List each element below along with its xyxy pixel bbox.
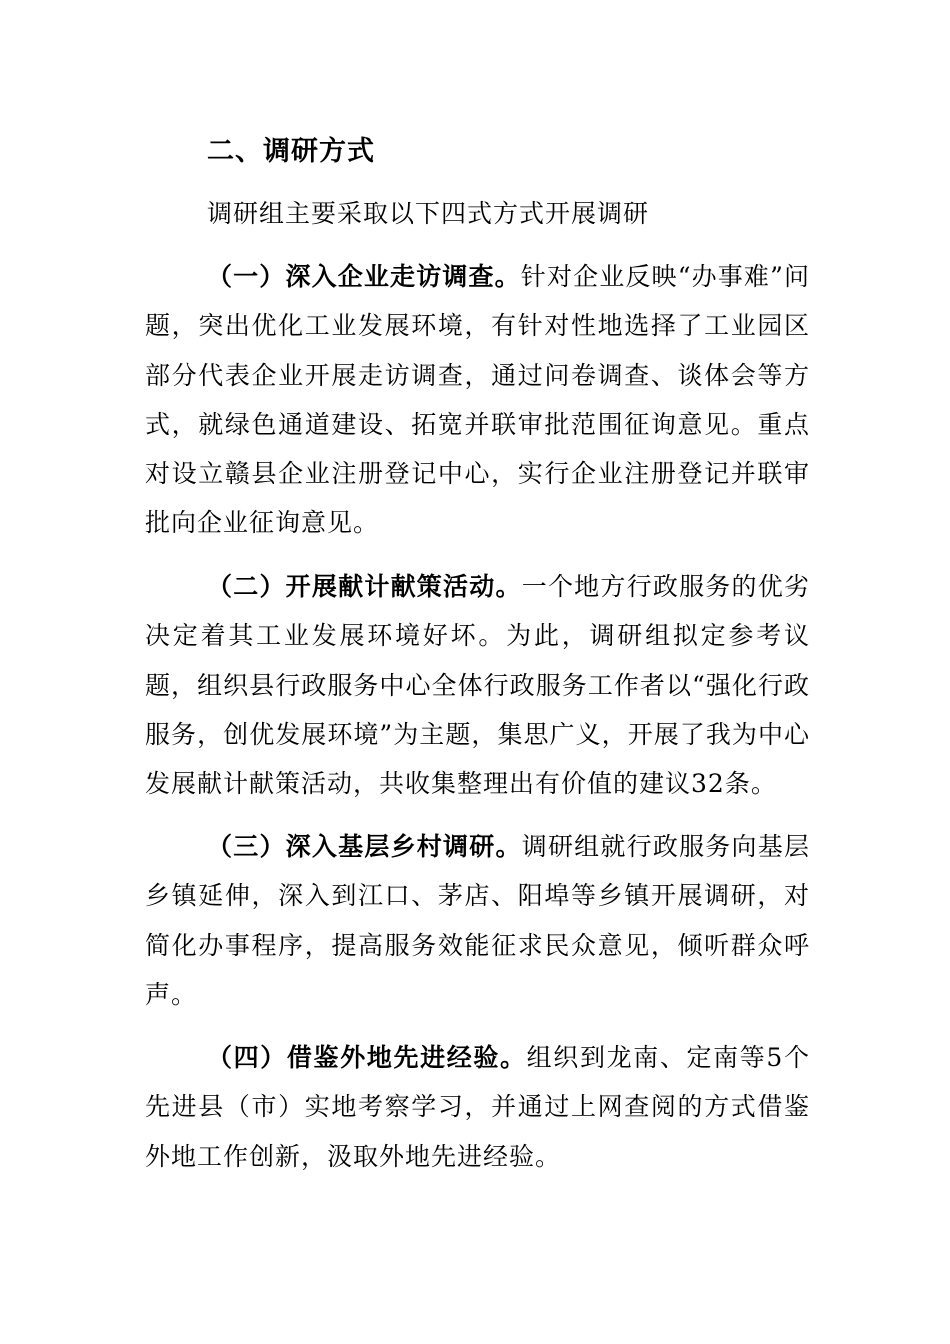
paragraph-suggestions — [145, 562, 810, 808]
paragraph-body: 组织到龙南、定南等5个先进县（市）实地考察学习，并通过上网查阅的方式借鉴外地工作创新，汲取外地先进经验。 — [145, 1043, 810, 1171]
paragraph-external-experience — [145, 1033, 810, 1181]
section-heading: 二、调研方式 — [207, 136, 375, 167]
paragraph-lead: （四）借鉴外地先进经验。 — [207, 1043, 527, 1072]
paragraph-body: 调研组就行政服务向基层乡镇延伸，深入到江口、茅店、阳埠等乡镇开展调研，对简化办事程序，提高服务效能征求民众意见，倾听群众呼声。 — [145, 832, 810, 1009]
paragraph-lead: （一）深入企业走访调查。 — [207, 262, 521, 291]
paragraph-grassroots — [145, 822, 810, 1019]
paragraph-lead: （三）深入基层乡村调研。 — [207, 832, 522, 861]
paragraph-visit-enterprises — [145, 252, 810, 548]
paragraph-body: 一个地方行政服务的优劣决定着其工业发展环境好坏。为此，调研组拟定参考议题，组织县行政服务中心全体行政服务工作者以“强化行政服务，创优发展环境”为主题，集思广义，开展了我为中心发展献计献策活动，共收集整理出有价值的建议32条。 — [145, 572, 810, 799]
paragraph-lead: （二）开展献计献策活动。 — [207, 572, 522, 601]
intro-paragraph: 调研组主要采取以下四式方式开展调研 — [207, 199, 650, 228]
paragraph-body: 针对企业反映“办事难”问题，突出优化工业发展环境，有针对性地选择了工业园区部分代表企业开展走访调查，通过问卷调查、谈体会等方式，就绿色通道建设、拓宽并联审批范围征询意见。重点对设立赣县企业注册登记中心，实行企业注册登记并联审批向企业征询意见。 — [145, 262, 810, 538]
